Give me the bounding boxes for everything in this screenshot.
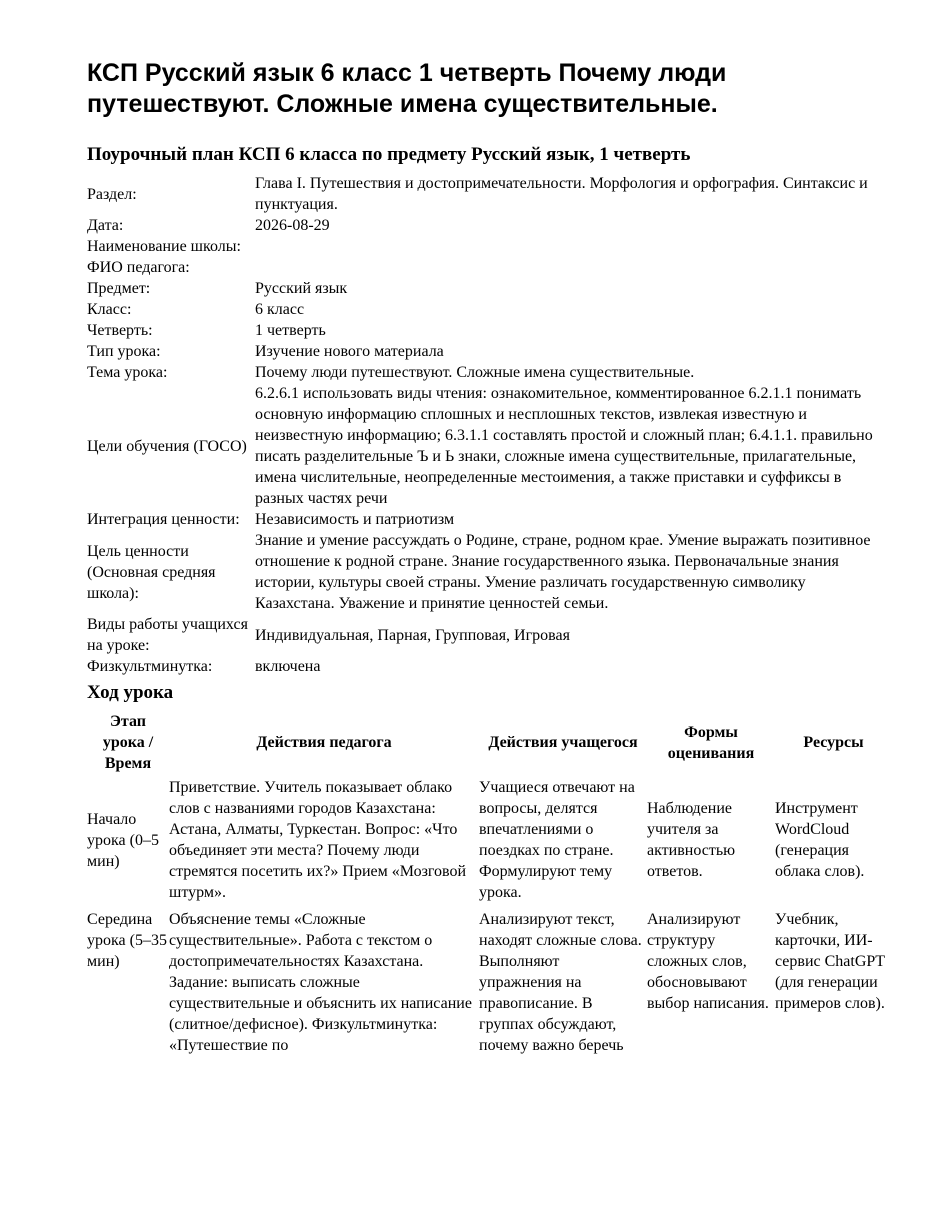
assessment-cell: Наблюдение учителя за активностью ответов. bbox=[647, 800, 736, 880]
info-value: 6 класс bbox=[255, 301, 305, 318]
document-page bbox=[87, 58, 892, 1056]
info-value bbox=[255, 257, 892, 278]
info-label: Раздел: bbox=[87, 185, 137, 203]
plan-heading: Поурочный план КСП 6 класса по предмету Русский язык, 1 четверть bbox=[87, 144, 691, 165]
student-cell: Анализируют текст, находят сложные слова. Выполняют упражнения на правописание. В группах обсуждают, почему важно беречь bbox=[479, 911, 642, 1054]
info-row bbox=[87, 656, 892, 677]
teacher-cell: Приветствие. Учитель показывает облако слов с названиями городов Казахстана: Астана, Алматы, Туркестан. Вопрос: «Что объединяет эти места? Почему люди стремятся посетить их?» Прием «Мозговой штурм». bbox=[169, 779, 467, 901]
info-row bbox=[87, 257, 892, 278]
table-row bbox=[87, 909, 892, 1056]
info-value: Независимость и патриотизм bbox=[255, 511, 455, 528]
info-label: Предмет: bbox=[87, 280, 151, 297]
info-label: Наименование школы: bbox=[87, 238, 241, 255]
info-label: Четверть: bbox=[87, 322, 153, 339]
header-assessment: Формы оценивания bbox=[667, 723, 755, 762]
info-label: Класс: bbox=[87, 301, 132, 318]
info-label: Дата: bbox=[87, 217, 124, 234]
info-row bbox=[87, 278, 892, 299]
info-row bbox=[87, 362, 892, 383]
info-label: Физкультминутка: bbox=[87, 658, 213, 675]
header-student: Действия учащегося bbox=[488, 734, 638, 751]
info-value: 1 четверть bbox=[255, 322, 326, 339]
assessment-cell: Анализируют структуру сложных слов, обосновывают выбор написания. bbox=[647, 911, 769, 1012]
info-value: Почему люди путешествуют. Сложные имена существительные. bbox=[255, 364, 695, 381]
info-label: ФИО педагога: bbox=[87, 259, 190, 276]
table-header-row bbox=[87, 711, 892, 777]
info-label: Тема урока: bbox=[87, 364, 168, 381]
info-row bbox=[87, 215, 892, 236]
info-value: включена bbox=[255, 658, 321, 675]
info-row bbox=[87, 614, 892, 656]
info-value: Знание и умение рассуждать о Родине, стране, родном крае. Умение выражать позитивное отношение к родной стране. Знание государственного языка. Первоначальные знания истории, культуры своей страны. Умение различать государственную символику Казахстана. Уважение и принятие ценностей семьи. bbox=[255, 532, 871, 612]
info-label: Цель ценности (Основная средняя школа): bbox=[87, 542, 216, 602]
resources-cell: Инструмент WordCloud (генерация облака слов). bbox=[775, 800, 865, 880]
info-label: Цели обучения (ГОСО) bbox=[87, 437, 247, 455]
info-row bbox=[87, 320, 892, 341]
table-row bbox=[87, 777, 892, 909]
student-cell: Учащиеся отвечают на вопросы, делятся впечатлениями о поездках по стране. Формулируют тему урока. bbox=[479, 779, 635, 901]
header-stage: Этап урока / Время bbox=[102, 713, 154, 772]
info-row bbox=[87, 509, 892, 530]
header-resources: Ресурсы bbox=[803, 734, 864, 751]
lesson-info-table bbox=[87, 173, 892, 677]
info-value: 2026-08-29 bbox=[255, 217, 330, 234]
info-value: Изучение нового материала bbox=[255, 343, 444, 360]
info-label: Тип урока: bbox=[87, 343, 161, 360]
resources-cell: Учебник, карточки, ИИ-сервис ChatGPT (для генерации примеров слов). bbox=[775, 911, 885, 1012]
info-row bbox=[87, 341, 892, 362]
info-value bbox=[255, 236, 892, 257]
info-row bbox=[87, 299, 892, 320]
info-value: 6.2.6.1 использовать виды чтения: ознакомительное, комментированное 6.2.1.1 понимать основную информацию сплошных и несплошных текстов, извлекая известную и неизвестную информацию; 6.3.1.1 составлять простой и сложный план; 6.4.1.1. правильно писать разделительные Ъ и Ь знаки, сложные имена существительные, прилагательные, имена числительные, неопределенные местоимения, а также приставки и суффиксы в разных частях речи bbox=[255, 385, 873, 507]
lesson-heading: Ход урока bbox=[87, 682, 174, 703]
info-value: Русский язык bbox=[255, 280, 348, 297]
info-label: Виды работы учащихся на уроке: bbox=[87, 616, 248, 654]
lesson-flow-table bbox=[87, 711, 892, 1056]
teacher-cell: Объяснение темы «Сложные существительные». Работа с текстом о достопримечательностях Казахстана. Задание: выписать сложные существительные и объяснить их написание (слитное/дефисное). Физкультминутка: «Путешествие по bbox=[169, 911, 472, 1054]
info-value: Индивидуальная, Парная, Групповая, Игровая bbox=[255, 626, 570, 644]
header-teacher: Действия педагога bbox=[256, 734, 392, 751]
info-row bbox=[87, 173, 892, 215]
info-label: Интеграция ценности: bbox=[87, 511, 240, 528]
info-row bbox=[87, 236, 892, 257]
stage-cell: Начало урока (0–5 мин) bbox=[87, 810, 159, 870]
info-row bbox=[87, 530, 892, 614]
info-row bbox=[87, 383, 892, 509]
stage-cell: Середина урока (5–35 мин) bbox=[87, 911, 167, 970]
document-title: КСП Русский язык 6 класс 1 четверть Почему люди путешествуют. Сложные имена существительные. bbox=[87, 59, 727, 118]
info-value: Глава I. Путешествия и достопримечательности. Морфология и орфография. Синтаксис и пунктуация. bbox=[255, 175, 868, 213]
